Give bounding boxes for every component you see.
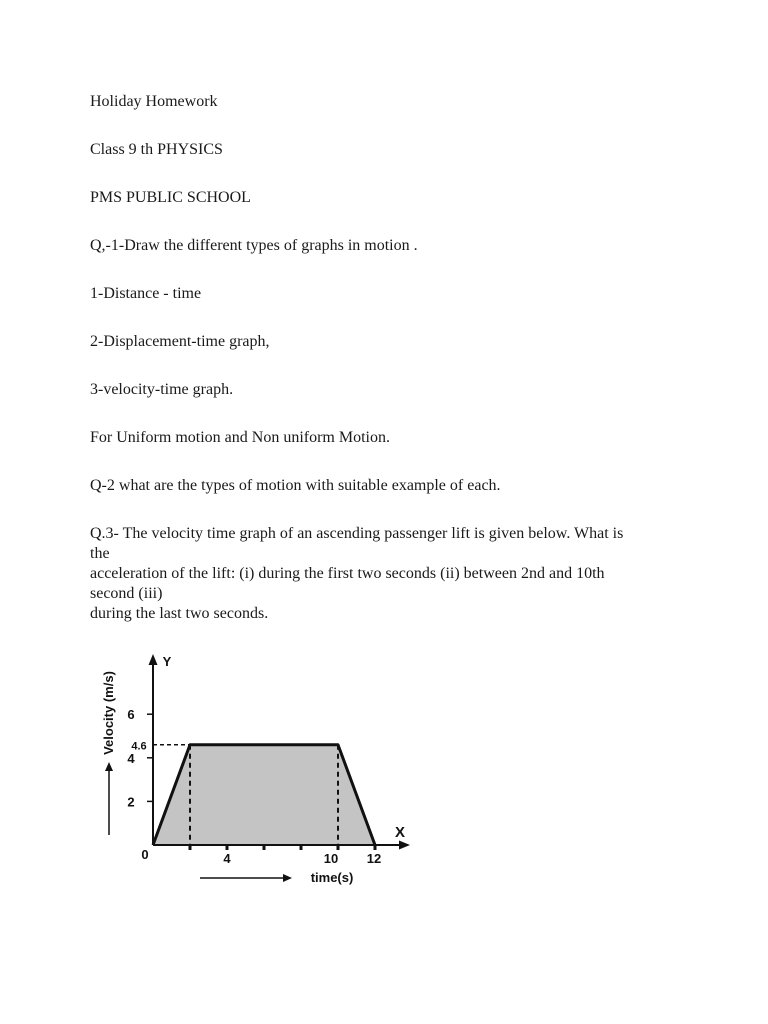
y-label-arrowhead: [105, 762, 113, 771]
x-axis-label: time(s): [310, 870, 354, 885]
x-axis-letter: X: [394, 824, 406, 841]
y-tick-label: 6: [127, 707, 135, 723]
question-3: [90, 524, 690, 624]
question-3-line: during the last two seconds.: [90, 605, 269, 622]
document-page: [90, 92, 690, 624]
q1-note: For Uniform motion and Non uniform Motion.: [90, 429, 390, 446]
question-3-line: acceleration of the lift: (i) during the first two seconds (ii) between 2nd and 10th: [90, 565, 605, 582]
y-tick-label: 4.6: [131, 740, 147, 753]
q1-item-velocity-time: 3-velocity-time graph.: [90, 381, 234, 398]
x-tick-label: 12: [366, 851, 382, 866]
y-tick-label: 4: [127, 750, 135, 766]
question-3-line: Q.3- The velocity time graph of an ascending passenger lift is given below. What is: [90, 525, 624, 542]
velocity-time-graph: [85, 645, 425, 895]
velocity-time-chart: [85, 645, 425, 895]
school-name: PMS PUBLIC SCHOOL: [90, 189, 251, 206]
velocity-area-fill: [153, 745, 375, 845]
question-2: Q-2 what are the types of motion with suitable example of each.: [90, 477, 501, 494]
y-tick-label: 2: [127, 794, 135, 810]
y-axis-label: Velocity (m/s): [101, 671, 116, 755]
x-tick-label: 10: [323, 851, 339, 866]
origin-label: 0: [141, 847, 149, 862]
x-label-arrowhead: [283, 874, 292, 882]
y-axis-arrowhead: [149, 654, 158, 665]
class-line: Class 9 th PHYSICS: [90, 141, 223, 158]
q1-item-distance-time: 1-Distance - time: [90, 285, 202, 302]
question-3-line: second (iii): [90, 585, 163, 602]
x-tick-label: 4: [223, 851, 231, 866]
question-3-line: the: [90, 545, 110, 562]
x-axis-arrowhead: [399, 841, 410, 850]
y-axis-letter: Y: [162, 654, 172, 669]
question-1: Q,-1-Draw the different types of graphs in motion .: [90, 237, 418, 254]
q1-item-displacement-time: 2-Displacement-time graph,: [90, 333, 270, 350]
doc-title: Holiday Homework: [90, 93, 218, 110]
